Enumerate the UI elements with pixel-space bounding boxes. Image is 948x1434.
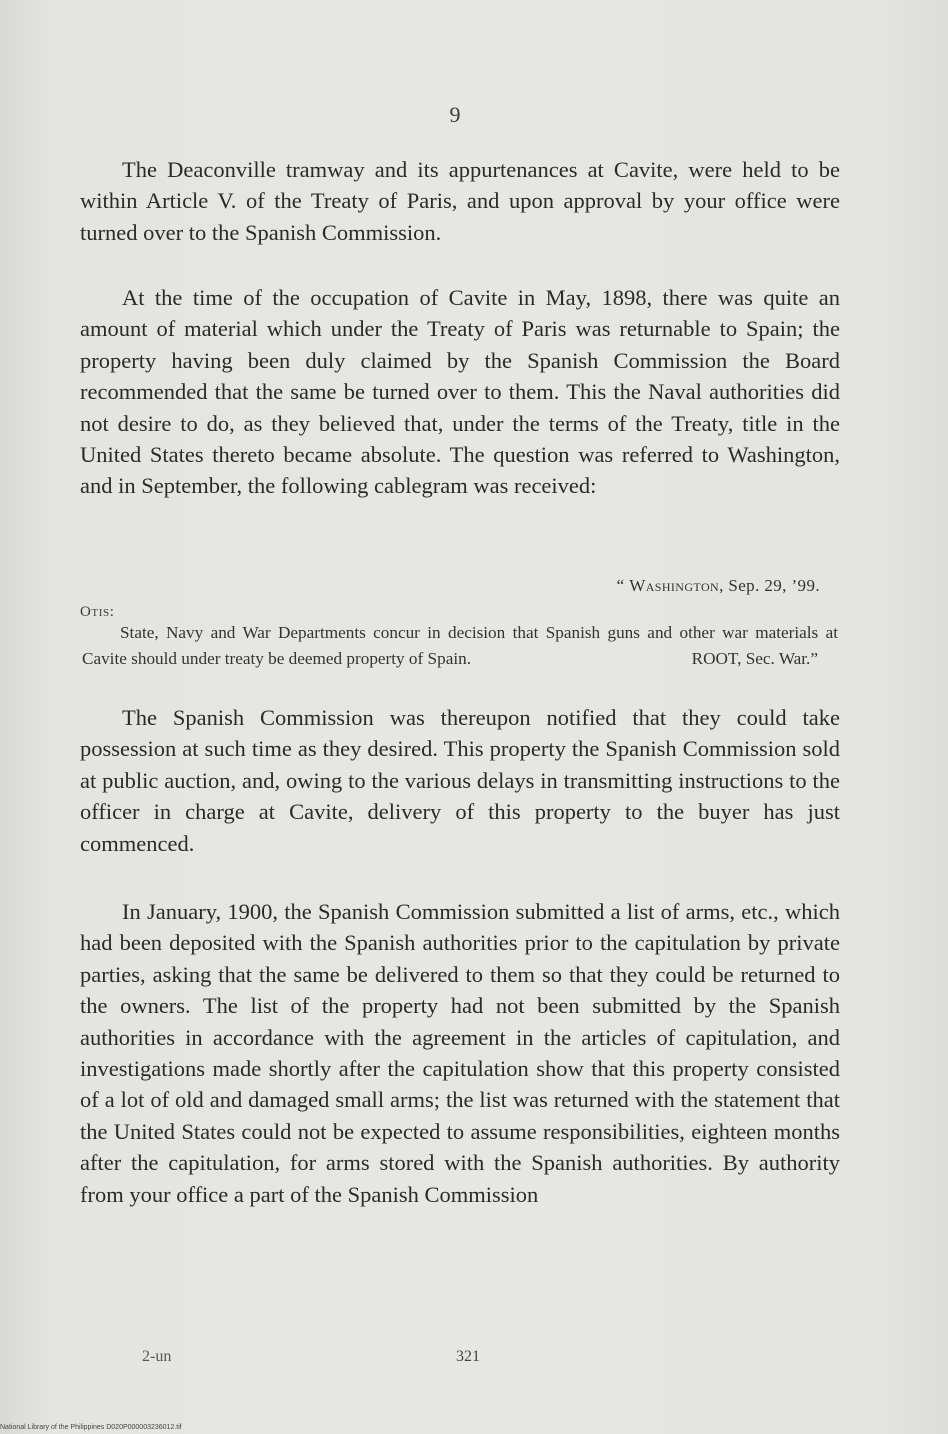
paragraph-text: The Deaconville tramway and its appurtenances at Cavite, were held to be within Article V. of the Treaty of Paris, and upon approval by your office were turned over to the Spanish Commission.: [80, 157, 840, 245]
cablegram-signature: ROOT, Sec. War.”: [691, 648, 818, 668]
cablegram-open-quote: “: [616, 576, 630, 595]
page-number: 9: [449, 102, 461, 127]
scan-credit: National Library of the Philippines D020P000003236012.tif: [0, 1424, 182, 1431]
footer-signature-mark: 2-un: [142, 1348, 172, 1365]
cablegram-place: Washington: [629, 576, 720, 595]
cablegram-date: , Sep. 29, ’99.: [719, 576, 820, 595]
paragraph-3: [80, 702, 840, 859]
cablegram-addressee: Otis:: [80, 604, 115, 620]
paragraph-text: At the time of the occupation of Cavite in May, 1898, there was quite an amount of material which under the Treaty of Paris was returnable to Spain; the property having been duly claimed by the Spanish Commission the Board recommended that the same be turned over to them. This the Naval authorities did not desire to do, as they believed that, under the terms of the Treaty, title in the United States thereto became absolute. The question was referred to Washington, and in September, the following cablegram was received:: [80, 285, 840, 499]
footer-page-total: 321: [456, 1348, 480, 1365]
paragraph-1: [80, 154, 840, 248]
cablegram-text: State, Navy and War Departments concur in decision that Spanish guns and other war materials at Cavite should under treaty be deemed property of Spain.: [82, 623, 838, 668]
paragraph-text: In January, 1900, the Spanish Commission submitted a list of arms, etc., which had been deposited with the Spanish authorities prior to the capitulation by private parties, asking that the same be delivered to them so that they could be returned to the owners. The list of the property had not been submitted by the Spanish authorities in accordance with the agreement in the articles of capitulation, and investigations made shortly after the capitulation show that this property consisted of a lot of old and damaged small arms; the list was returned with the statement that the United States could not be expected to assume responsibilities, eighteen months after the capitulation, for arms stored with the Spanish authorities. By authority from your office a part of the Spanish Commission: [80, 899, 840, 1207]
cablegram-body: [82, 620, 838, 671]
paragraph-4: [80, 896, 840, 1210]
cablegram-header: [500, 576, 820, 596]
paragraph-text: The Spanish Commission was thereupon notified that they could take possession at such time as they desired. This property the Spanish Commission sold at public auction, and, owing to the various delays in transmitting instructions to the officer in charge at Cavite, delivery of this property to the buyer has just commenced.: [80, 705, 840, 856]
paragraph-2: [80, 282, 840, 502]
